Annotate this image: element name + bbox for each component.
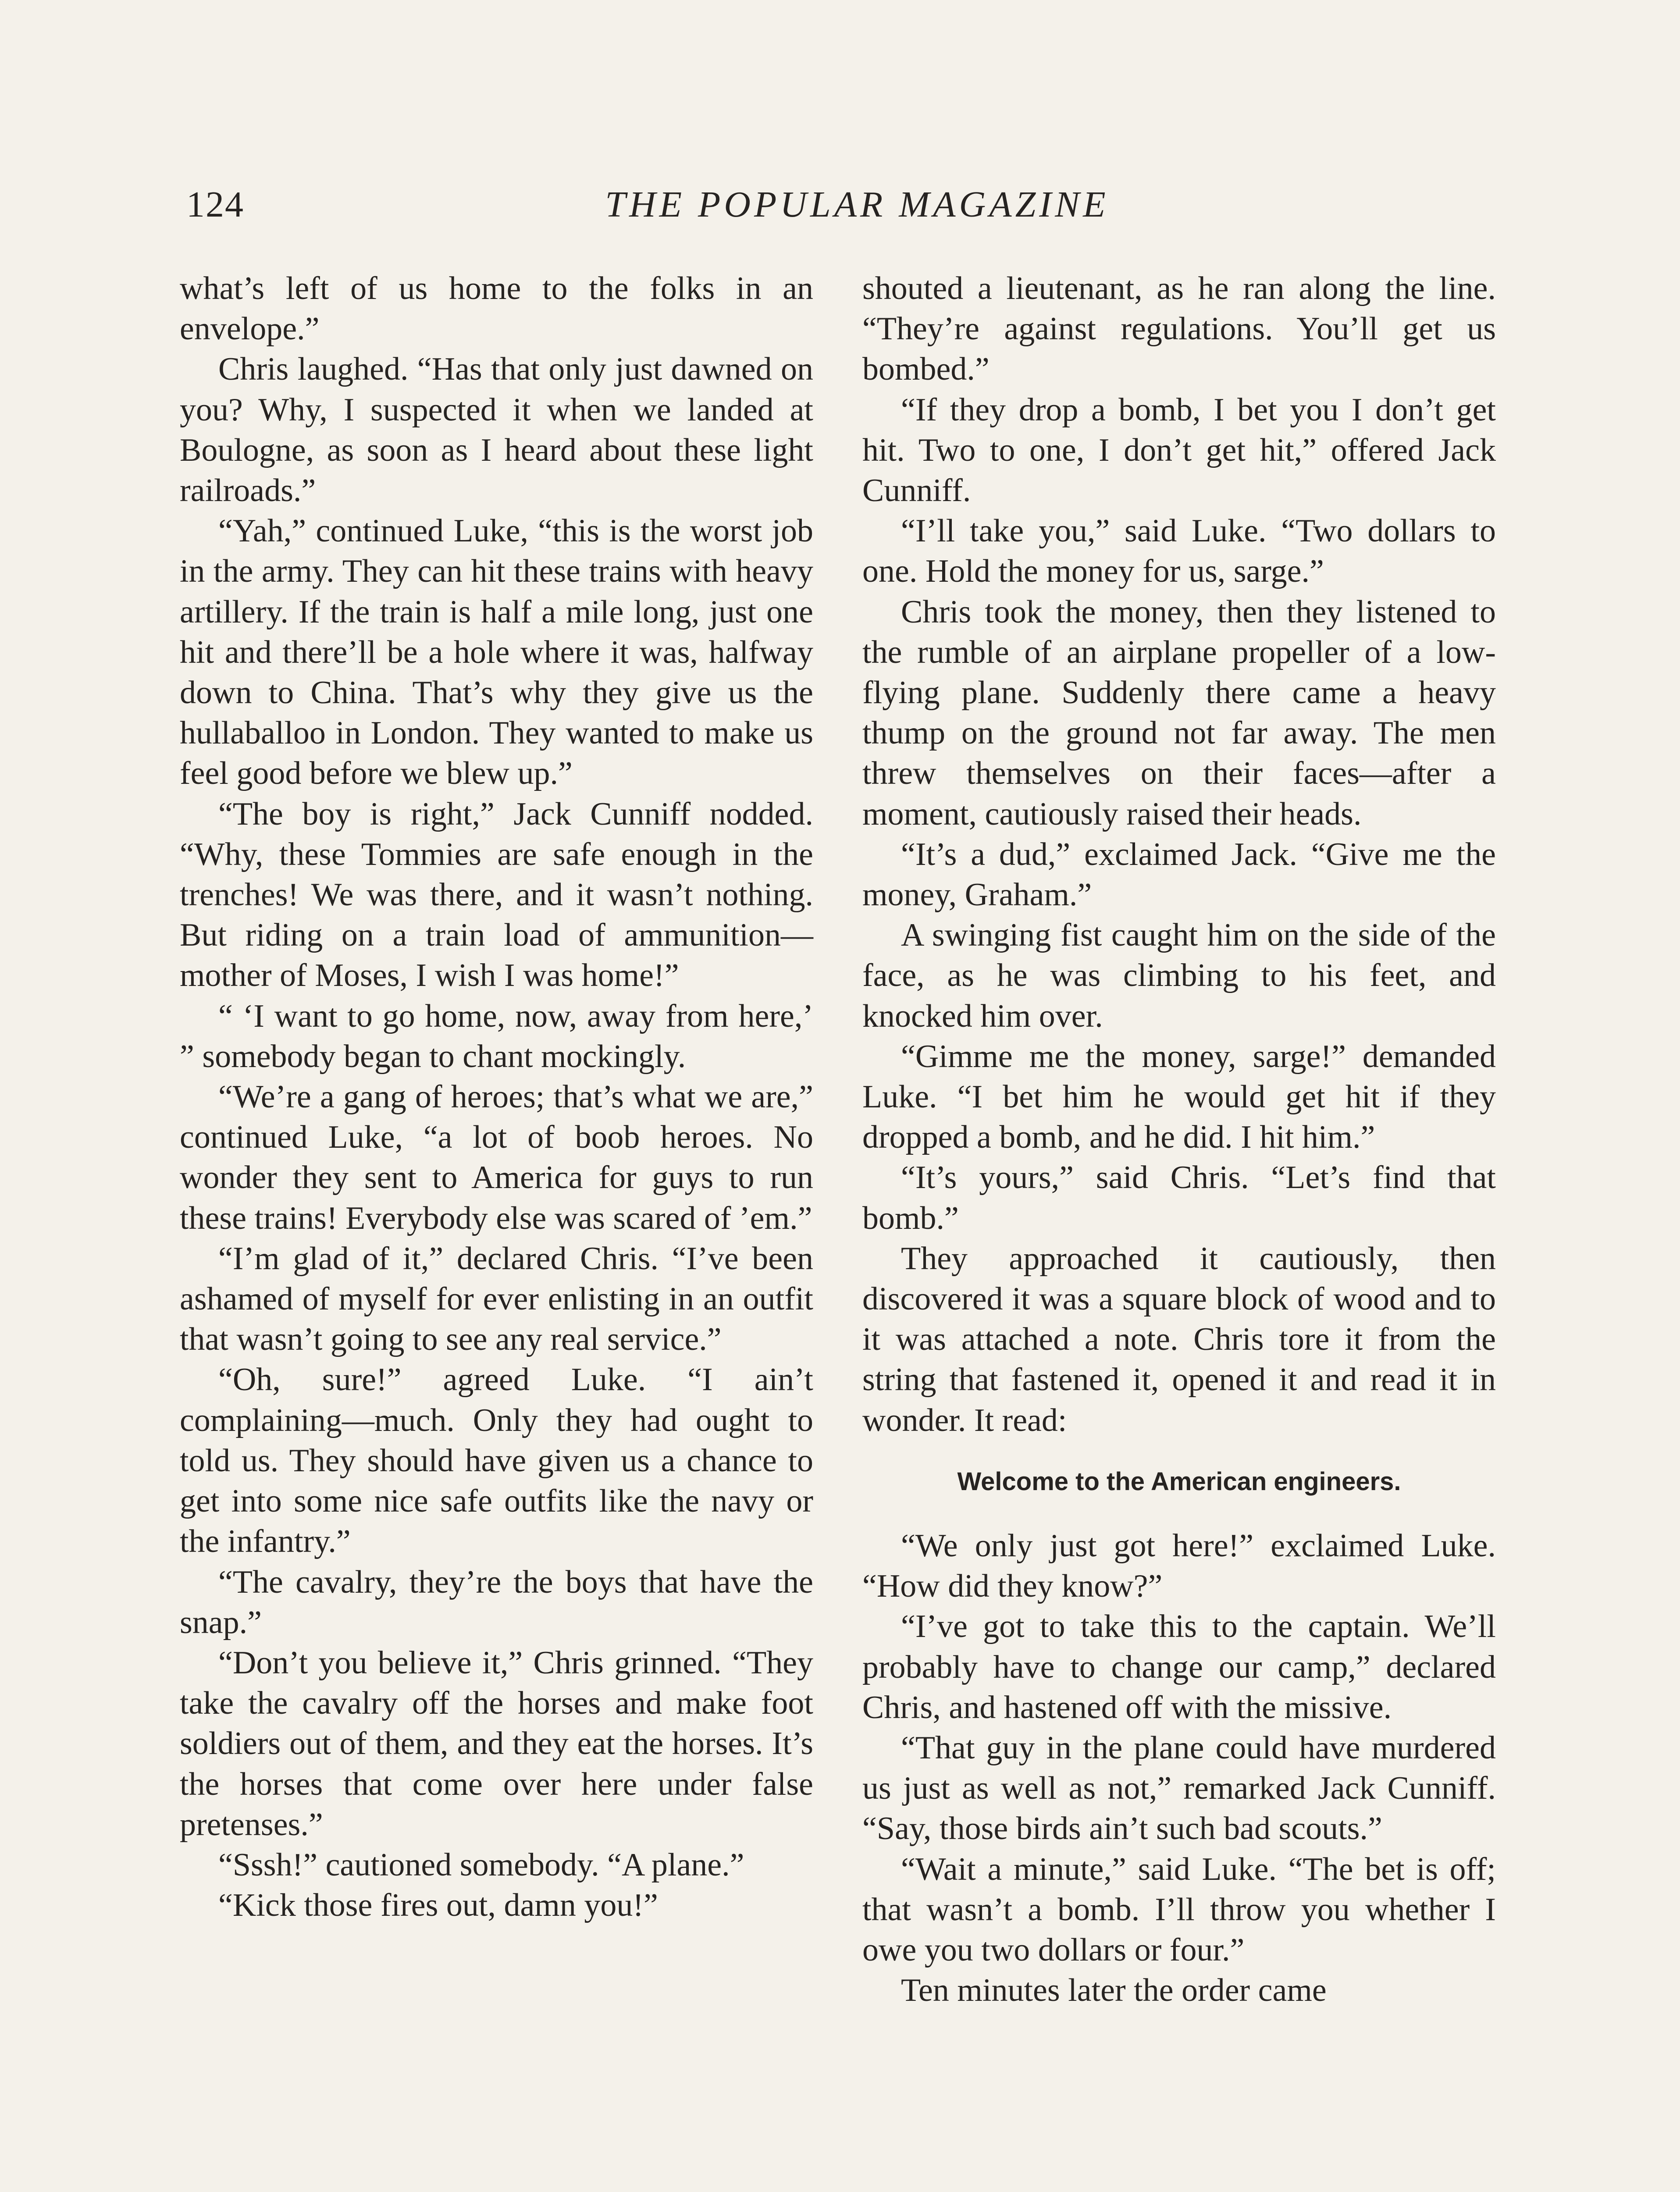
paragraph: “I’ll take you,” said Luke. “Two dollars to one. Hold the money for us, sarge.” <box>862 513 1496 590</box>
paragraph: “If they drop a bomb, I bet you I don’t get hit. Two to one, I don’t get hit,” offered Jack Cunniff. <box>862 391 1496 509</box>
paragraph: “It’s yours,” said Chris. “Let’s find that bomb.” <box>862 1160 1496 1236</box>
paragraph: “Yah,” continued Luke, “this is the worst job in the army. They can hit these trains with heavy artillery. If the train is half a mile long, just one hit and there’ll be a hole where it was, halfway down to China. That’s why they give us the hullaballoo in London. They wanted to make us feel good before we blew up.” <box>180 513 813 792</box>
paragraph: “We only just got here!” exclaimed Luke. “How did they know?” <box>862 1527 1496 1605</box>
paragraph: Chris took the money, then they listened to the rumble of an airplane propeller of a low-flying plane. Suddenly there came a heavy thump on the ground not far away. The men threw themselves on their faces—after a moment, cautiously raised their heads. <box>862 594 1496 832</box>
paragraph: what’s left of us home to the folks in an envelope.” <box>180 270 813 347</box>
letter-note: Welcome to the American engineers. <box>957 1467 1401 1496</box>
left-column <box>180 268 813 1925</box>
paragraph: “Gimme me the money, sarge!” demanded Luke. “I bet him he would get hit if they dropped a bomb, and he did. I hit him.” <box>862 1038 1496 1156</box>
paragraph: “I’ve got to take this to the captain. We’ll probably have to change our camp,” declared Chris, and hastened off with the missive. <box>862 1608 1496 1726</box>
running-head: THE POPULAR MAGAZINE <box>605 184 1109 225</box>
paragraph: “Sssh!” cautioned somebody. “A plane.” <box>218 1847 744 1883</box>
paragraph: “ ‘I want to go home, now, away from here,’ ” somebody began to chant mockingly. <box>180 998 813 1075</box>
paragraph: “We’re a gang of heroes; that’s what we are,” continued Luke, “a lot of boob heroes. No wonder they sent to America for guys to run these trains! Everybody else was scared of ’em.” <box>180 1079 813 1236</box>
paragraph: “Kick those fires out, damn you!” <box>218 1887 658 1924</box>
paragraph: “Wait a minute,” said Luke. “The bet is off; that wasn’t a bomb. I’ll throw you whether I owe you two dollars or four.” <box>862 1851 1496 1968</box>
paragraph: “The boy is right,” Jack Cunniff nodded. “Why, these Tommies are safe enough in the trenches! We was there, and it wasn’t nothing. But riding on a train load of ammunition—mother of Moses, I wish I was home!” <box>180 796 813 994</box>
right-column <box>862 268 1496 2011</box>
paragraph: “That guy in the plane could have murdered us just as well as not,” remarked Jack Cunniff. “Say, those birds ain’t such bad scouts.” <box>862 1729 1496 1847</box>
paragraph: A swinging fist caught him on the side of the face, as he was climbing to his feet, and knocked him over. <box>862 917 1496 1034</box>
paragraph: “I’m glad of it,” declared Chris. “I’ve been ashamed of myself for ever enlisting in an outfit that wasn’t going to see any real service.” <box>180 1240 813 1358</box>
paragraph: They approached it cautiously, then discovered it was a square block of wood and to it was attached a note. Chris tore it from the string that fastened it, opened it and read it in wonder. It read: <box>862 1240 1496 1438</box>
page-number: 124 <box>186 184 244 225</box>
paragraph: “The cavalry, they’re the boys that have the snap.” <box>180 1564 813 1640</box>
paragraph: shouted a lieutenant, as he ran along the line. “They’re against regulations. You’ll get us bombed.” <box>862 270 1496 388</box>
paragraph: “Oh, sure!” agreed Luke. “I ain’t complaining—much. Only they had ought to told us. They should have given us a chance to get into some nice safe outfits like the navy or the infantry.” <box>180 1362 813 1560</box>
paragraph: “Don’t you believe it,” Chris grinned. “They take the cavalry off the horses and make foot soldiers out of them, and they eat the horses. It’s the horses that come over here under false pretenses.” <box>180 1644 813 1843</box>
paragraph: “It’s a dud,” exclaimed Jack. “Give me the money, Graham.” <box>862 836 1496 913</box>
paragraph: Chris laughed. “Has that only just dawned on you? Why, I suspected it when we landed at Boulogne, as soon as I heard about these light railroads.” <box>180 351 813 509</box>
paragraph: Ten minutes later the order came <box>901 1972 1327 2009</box>
